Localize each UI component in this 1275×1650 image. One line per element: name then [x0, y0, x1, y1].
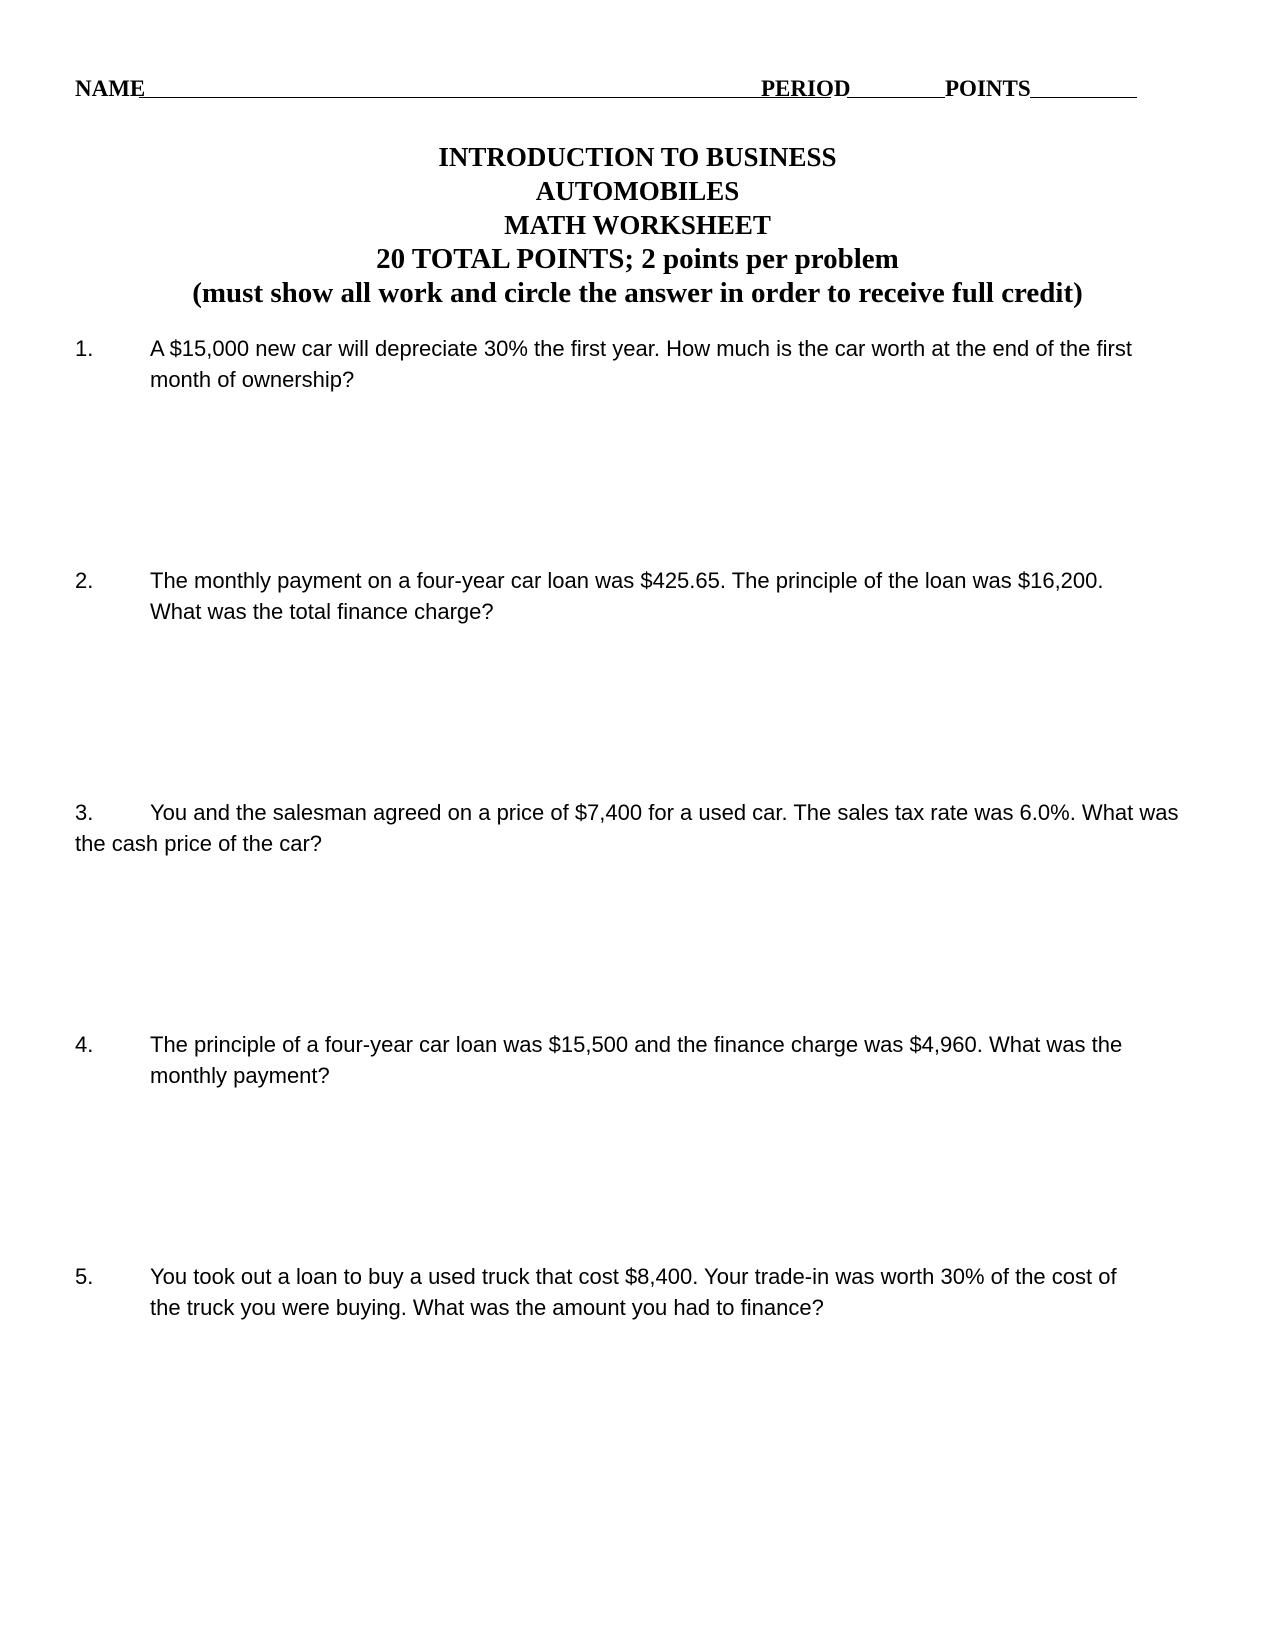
period-label: PERIOD: [761, 76, 851, 101]
points-label: POINTS: [945, 76, 1031, 101]
title-course: INTRODUCTION TO BUSINESS: [438, 142, 837, 172]
problem-text: The principle of a four-year car loan was $15,500 and the finance charge was $4,960. What was the monthly payment?: [150, 1032, 1123, 1088]
problem-number: 4.: [75, 1032, 94, 1057]
problem-number: 5.: [75, 1264, 94, 1289]
period-blank: [847, 97, 945, 98]
problem-text: You took out a loan to buy a used truck that cost $8,400. Your trade-in was worth 30% of the cost of the truck you were buying. What was the amount you had to finance?: [150, 1264, 1117, 1320]
title-instructions: (must show all work and circle the answer in order to receive full credit): [192, 277, 1083, 309]
problem-number: 1.: [75, 336, 94, 361]
problem-number: 2.: [75, 568, 94, 593]
name-blank: [139, 97, 831, 98]
worksheet-title: [0, 140, 1275, 310]
problem-2: [75, 565, 1200, 627]
worksheet-header: [75, 75, 1200, 103]
name-label: NAME: [75, 76, 146, 101]
problem-text: You and the salesman agreed on a price of $7,400 for a used car. The sales tax rate was 6.0%. What was the cash price of the car?: [75, 800, 1179, 856]
problem-number: 3.: [75, 800, 94, 825]
title-worksheet: MATH WORKSHEET: [504, 210, 771, 240]
points-blank: [1030, 97, 1137, 98]
problem-text: The monthly payment on a four-year car loan was $425.65. The principle of the loan was $16,200. What was the total finance charge?: [150, 568, 1104, 624]
problem-3: [75, 797, 1200, 859]
problem-1: [75, 333, 1200, 395]
problem-4: [75, 1029, 1200, 1091]
problem-5: [75, 1261, 1200, 1323]
problem-text: A $15,000 new car will depreciate 30% the first year. How much is the car worth at the end of the first month of ownership?: [150, 336, 1132, 392]
title-unit: AUTOMOBILES: [535, 176, 740, 206]
title-points: 20 TOTAL POINTS; 2 points per problem: [376, 243, 899, 275]
